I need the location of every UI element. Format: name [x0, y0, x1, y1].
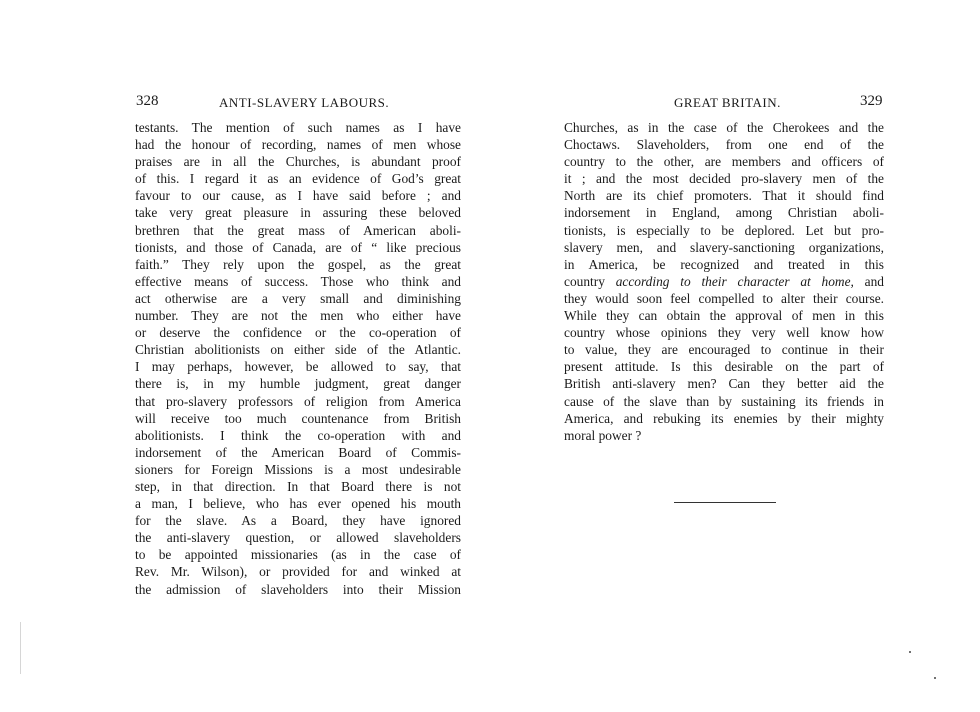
text-line: to value, they are encouraged to continue in their: [564, 342, 884, 358]
text-line: slavery men, and slavery-sanctioning organizations,: [564, 239, 884, 255]
text-line-with-italic: [564, 273, 884, 290]
italic-line-prefix: country: [564, 273, 616, 289]
text-line: the admission of slaveholders into their Mission: [135, 581, 461, 597]
text-line: step, in that direction. In that Board there is not: [135, 478, 461, 494]
text-line: country whose opinions they very well know how: [564, 325, 884, 341]
text-line: that pro-slavery professors of religion from America: [135, 393, 461, 409]
text-line: While they can obtain the approval of men in this: [564, 308, 884, 324]
text-line: indorsement of the American Board of Commis-: [135, 444, 461, 460]
text-line: had the honour of recording, names of men whose: [135, 137, 461, 153]
text-line: faith.” They rely upon the gospel, as the great: [135, 256, 461, 272]
right-body-text: [564, 119, 884, 444]
text-line: testants. The mention of such names as I have: [135, 120, 461, 135]
text-line: cause of the slave than by sustaining its friends in: [564, 393, 884, 409]
text-line: act otherwise are a very small and diminishing: [135, 290, 461, 306]
text-line: number. They are not the men who either have: [135, 308, 461, 324]
right-page: [490, 0, 980, 712]
text-line: abolitionists. I think the co-operation with and: [135, 427, 461, 443]
text-line: Rev. Mr. Wilson), or provided for and winked at: [135, 564, 461, 580]
text-line: moral power ?: [564, 427, 642, 443]
text-line: present attitude. Is this desirable on the part of: [564, 359, 884, 375]
text-line: to be appointed missionaries (as in the case of: [135, 547, 461, 563]
speck: [934, 677, 936, 679]
text-line: tionists, is especially to be deplored. Let but pro-: [564, 222, 884, 238]
text-line: take very great pleasure in assuring these beloved: [135, 205, 461, 221]
text-line: favour to our cause, as I have said before ; and: [135, 188, 461, 204]
speck: [909, 651, 911, 653]
right-page-number: 329: [860, 93, 883, 109]
text-line: it ; and the most decided pro-slavery men of the: [564, 171, 884, 187]
left-running-head: ANTI-SLAVERY LABOURS.: [219, 95, 390, 110]
text-line: Choctaws. Slaveholders, from one end of the: [564, 137, 884, 153]
text-line: there is, in my humble judgment, great danger: [135, 376, 461, 392]
text-line: British anti-slavery men? Can they better aid the: [564, 376, 884, 392]
text-line: of this. I regard it as an evidence of God’s great: [135, 171, 461, 187]
text-line: country to the other, are members and officers of: [564, 154, 884, 170]
text-line: or deserve the confidence or the co-operation of: [135, 325, 461, 341]
margin-pencil-mark: [20, 622, 29, 674]
text-line: indorsement in England, among Christian aboli-: [564, 205, 884, 221]
text-line: Christian abolitionists on either side of the Atlantic.: [135, 342, 461, 358]
text-line: tionists, and those of Canada, are of “ like precious: [135, 239, 461, 255]
right-running-head: GREAT BRITAIN.: [674, 95, 781, 110]
chapter-end-rule: [674, 502, 776, 503]
text-line: North are its chief promoters. That it should find: [564, 188, 884, 204]
text-line: Churches, as in the case of the Cherokees and the: [564, 120, 884, 135]
text-line: they would soon feel compelled to alter their course.: [564, 290, 884, 306]
text-line: a man, I believe, who has ever opened his mouth: [135, 496, 461, 512]
italic-line-suffix: and: [853, 273, 884, 289]
text-line: for the slave. As a Board, they have ignored: [135, 513, 461, 529]
text-line: in America, be recognized and treated in this: [564, 256, 884, 272]
text-line: I may perhaps, however, be allowed to say, that: [135, 359, 461, 375]
left-page-number: 328: [136, 93, 159, 109]
left-body-text: [135, 119, 461, 598]
text-line: effective means of success. Those who think and: [135, 273, 461, 289]
text-line: America, and rebuking its enemies by their mighty: [564, 410, 884, 426]
text-line: brethren that the great mass of American aboli-: [135, 222, 461, 238]
text-line: will receive too much countenance from British: [135, 410, 461, 426]
text-line: the anti-slavery question, or allowed slaveholders: [135, 530, 461, 546]
text-line: sioners for Foreign Missions is a most undesirable: [135, 461, 461, 477]
text-line: praises are in all the Churches, is abundant proof: [135, 154, 461, 170]
italic-phrase: according to their character at home,: [615, 273, 854, 289]
